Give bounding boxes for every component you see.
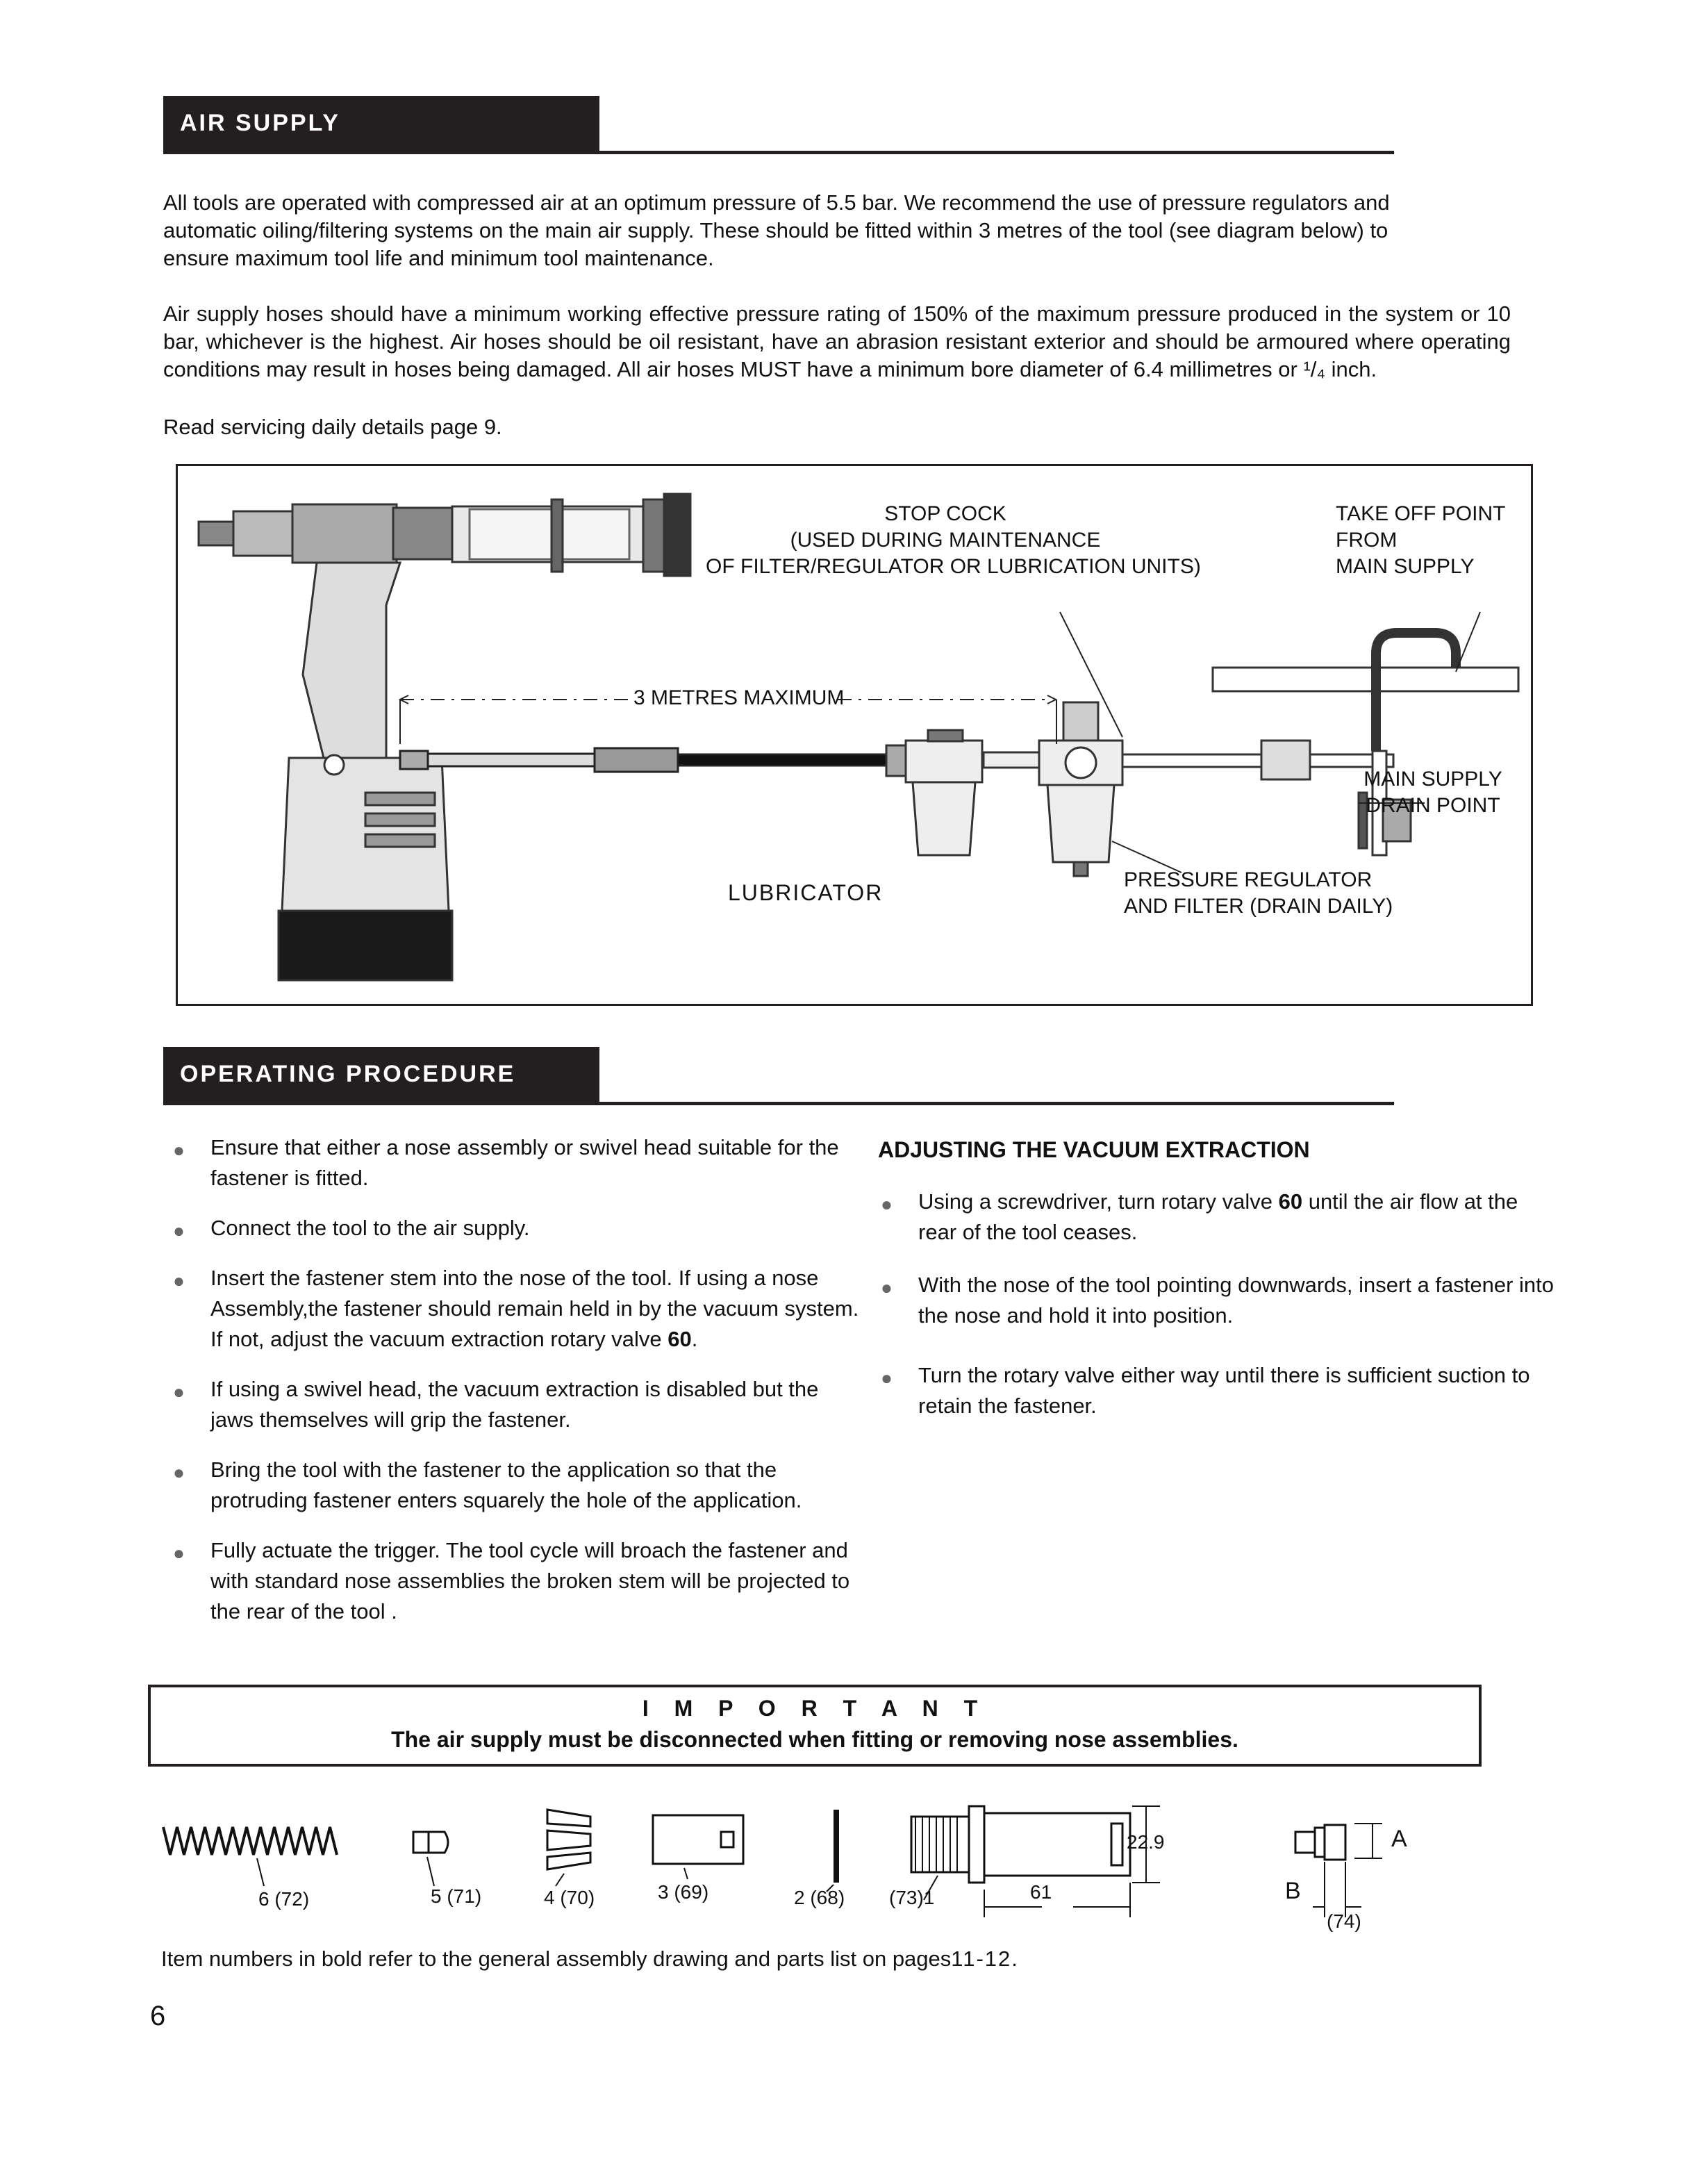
nose-tip-part	[1295, 1825, 1345, 1860]
air-supply-heading: AIR SUPPLY	[180, 110, 340, 136]
part-label-6: 6 (72)	[258, 1888, 310, 1910]
dimension-22-9: 22.9	[1127, 1831, 1165, 1853]
part-label-2: 2 (68)	[794, 1887, 845, 1908]
regulator-drawing	[1039, 702, 1122, 876]
list-item: ● Connect the tool to the air supply.	[173, 1216, 530, 1241]
lubricator-drawing	[886, 730, 1039, 855]
lubricator-label: LUBRICATOR	[728, 880, 884, 905]
take-off-point-label: TAKE OFF POINT FROM MAIN SUPPLY	[1336, 502, 1506, 578]
air-supply-header	[163, 96, 1394, 154]
valve-number: 60	[1278, 1189, 1303, 1214]
list-item: ● Insert the fastener stem into the nose of the tool. If using a nose Assembly,the fastener should remain held in by the vacuum system. If not, adjust the vacuum extraction rotary valve 60.	[173, 1266, 859, 1351]
valve-number: 60	[668, 1327, 692, 1351]
part-label-5: 5 (71)	[431, 1885, 482, 1907]
servicing-note: Read servicing daily details page 9.	[163, 415, 502, 439]
operating-procedure-heading: OPERATING PROCEDURE	[180, 1061, 516, 1087]
jaw-guide-part	[653, 1815, 743, 1864]
page-number: 6	[150, 2001, 166, 2031]
nose-casing-part	[911, 1806, 1130, 1883]
list-item: ● Ensure that either a nose assembly or swivel head suitable for the fastener is fitted.	[173, 1135, 839, 1190]
header-rule	[599, 151, 1394, 154]
air-supply-paragraph-2: Air supply hoses should have a minimum working effective pressure rating of 150% of the maximum pressure produced in the system or 10 bar, whichever is the highest. Air hoses should be oil resistant, have an abrasion resistant exterior and should be armoured where operating conditions may result in hoses being damaged. All air hoses MUST have a minimum bore diameter of 6.4 millimetres or ¹/₄ inch.	[163, 301, 1511, 381]
important-title: I M P O R T A N T	[642, 1696, 988, 1721]
parts-drawing	[139, 1796, 1459, 1935]
pressure-regulator-label: PRESSURE REGULATOR AND FILTER (DRAIN DAILY)	[1124, 868, 1393, 918]
operating-procedure-header	[163, 1047, 1394, 1105]
list-item: ● Fully actuate the trigger. The tool cycle will broach the fastener and with standard nose assemblies the broken stem will be projected to the rear of the tool .	[173, 1538, 850, 1623]
footer-pages: 11-12	[951, 1947, 1012, 1971]
three-metres-label: 3 METRES MAXIMUM	[633, 686, 845, 709]
vacuum-steps-list	[872, 1187, 1560, 1421]
part-label-73: (73)1	[889, 1887, 935, 1908]
dimension-61: 61	[1030, 1881, 1052, 1903]
vacuum-extraction-heading: ADJUSTING THE VACUUM EXTRACTION	[878, 1137, 1310, 1162]
part-label-4: 4 (70)	[544, 1887, 595, 1908]
part-label-74: (74)	[1327, 1910, 1361, 1932]
footer-note: Item numbers in bold refer to the general assembly drawing and parts list on pages11-12.	[161, 1947, 1018, 1971]
important-notice	[148, 1685, 1482, 1767]
part-label-3: 3 (69)	[658, 1881, 709, 1903]
operating-steps-list	[165, 1132, 859, 1627]
list-item: ● If using a swivel head, the vacuum extraction is disabled but the jaws themselves will grip the fastener.	[173, 1377, 819, 1432]
header-rule	[599, 1102, 1394, 1105]
stop-cock-label: STOP COCK (USED DURING MAINTENANCE OF FILTER/REGULATOR OR LUBRICATION UNITS)	[706, 502, 1201, 578]
list-item: ● Bring the tool with the fastener to the application so that the protruding fastener enters squarely the hole of the application.	[173, 1457, 802, 1512]
important-text: The air supply must be disconnected when fitting or removing nose assemblies.	[391, 1727, 1238, 1752]
air-hose-drawing	[400, 748, 886, 772]
air-supply-paragraph-1: All tools are operated with compressed air at an optimum pressure of 5.5 bar. We recommend the use of pressure regulators and automatic oiling/filtering systems on the main air supply. These should be fitted within 3 metres of the tool (see diagram below) to ensure maximum tool life and minimum tool maintenance.	[163, 190, 1390, 270]
jaws-part	[547, 1810, 590, 1869]
dimension-a: A	[1391, 1826, 1407, 1852]
list-item: ● Turn the rotary valve either way until there is sufficient suction to retain the fastener.	[881, 1363, 1530, 1418]
air-supply-diagram	[176, 464, 1533, 1006]
stem-part	[834, 1810, 839, 1883]
rivet-tool-drawing	[199, 494, 690, 980]
list-item: ● With the nose of the tool pointing downwards, insert a fastener into the nose and hold it into position.	[881, 1273, 1554, 1328]
pipework-drawing	[1122, 633, 1518, 855]
jaw-pusher-part	[413, 1832, 448, 1853]
spring-part	[163, 1827, 337, 1855]
list-item: ● Using a screwdriver, turn rotary valve 60 until the air flow at the rear of the tool ceases.	[881, 1189, 1518, 1244]
dimension-b: B	[1285, 1878, 1301, 1904]
drain-point-label: MAIN SUPPLY DRAIN POINT	[1363, 768, 1502, 817]
